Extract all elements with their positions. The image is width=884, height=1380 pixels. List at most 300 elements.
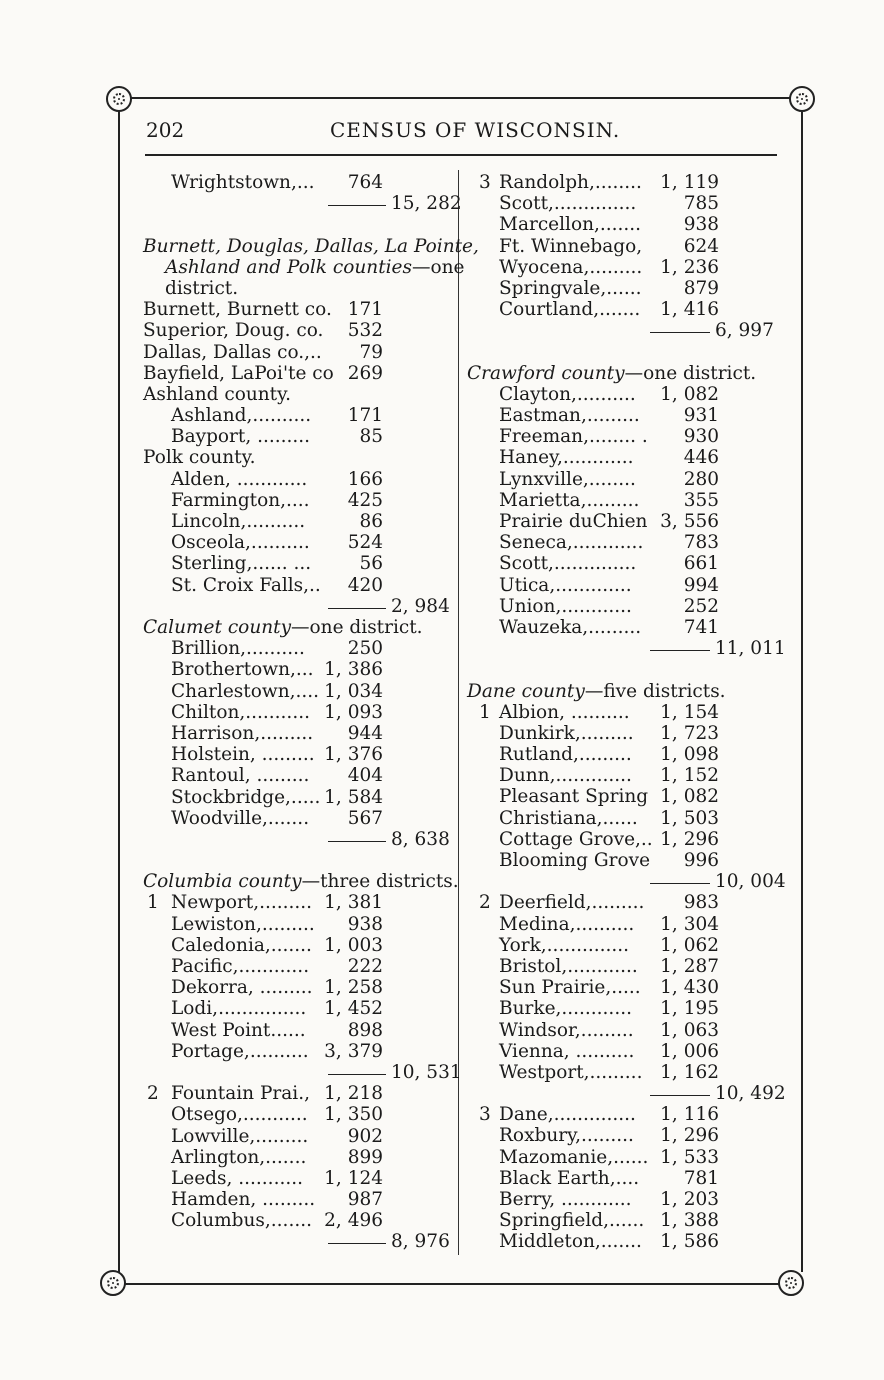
subtotal-row: [467, 1083, 786, 1105]
table-row: [467, 1104, 779, 1125]
town-name: Eastman,.........: [499, 405, 640, 427]
table-row: [143, 956, 453, 977]
subtotal-row: [143, 596, 453, 617]
population-value: 1, 003: [324, 934, 383, 956]
town-name: Haney,............: [499, 447, 634, 469]
border-bottom-rule: [110, 1283, 794, 1285]
border-top-rule: [118, 97, 804, 99]
table-row: [143, 511, 453, 532]
population-value: 1, 154: [660, 701, 719, 723]
heading-text: —three districts.: [301, 871, 459, 893]
table-row: [467, 193, 779, 214]
population-value: 624: [683, 235, 719, 257]
population-value: 567: [347, 807, 383, 829]
subtotal-rule: [328, 1074, 386, 1075]
table-row: [143, 172, 453, 193]
table-row: [143, 702, 453, 723]
town-name: Springfield,......: [499, 1210, 645, 1232]
county-name: Crawford county: [467, 362, 625, 384]
town-name: Marietta,.........: [499, 489, 640, 511]
subtotal-rule: [650, 883, 710, 884]
running-head: CENSUS OF WISCONSIN.: [330, 118, 621, 142]
population-value: 446: [683, 447, 719, 469]
population-value: 171: [347, 405, 383, 427]
population-value: 987: [347, 1189, 383, 1211]
table-row: [467, 786, 779, 807]
population-value: 425: [347, 489, 383, 511]
town-name: Ashland county.: [143, 383, 291, 405]
county-heading: [143, 617, 453, 638]
table-row: [467, 490, 779, 511]
table-row: [143, 447, 453, 468]
town-name: Christiana,......: [499, 807, 638, 829]
subtotal-rule: [650, 650, 710, 651]
subtotal-value: 6, 997: [715, 320, 774, 342]
table-row: [467, 278, 779, 299]
county-name: Dane county: [467, 680, 585, 702]
table-row: [467, 829, 779, 850]
table-row: [467, 405, 779, 426]
county-heading: [467, 363, 779, 384]
table-row: [467, 723, 779, 744]
town-name: Utica,.............: [499, 574, 632, 596]
table-row: [143, 405, 453, 426]
table-row: [143, 744, 453, 765]
blank-line: [467, 342, 779, 363]
town-name: Middleton,.......: [499, 1231, 642, 1253]
subtotal-row: [143, 1061, 462, 1083]
town-name: Dunkirk,.........: [499, 722, 634, 744]
town-name: Otsego,...........: [171, 1104, 308, 1126]
population-value: 1, 203: [660, 1189, 719, 1211]
table-row: [467, 808, 779, 829]
population-value: 879: [683, 277, 719, 299]
table-row: [143, 469, 453, 490]
table-row: [467, 935, 779, 956]
border-right-rule: [801, 112, 803, 1272]
town-name: Burke,............: [499, 998, 632, 1020]
table-row: [467, 1020, 779, 1041]
town-name: Dekorra, .........: [171, 977, 313, 999]
population-value: 899: [347, 1146, 383, 1168]
population-value: 1, 098: [660, 744, 719, 766]
blank-line: [467, 659, 779, 680]
town-name: Newport,.........: [171, 892, 313, 914]
town-name: Harrison,.........: [171, 722, 314, 744]
corner-ornament-icon: [106, 86, 132, 112]
subtotal-rule: [328, 841, 386, 842]
population-value: 166: [347, 468, 383, 490]
town-name: Columbus,.......: [171, 1210, 312, 1232]
town-name: Courtland,.......: [499, 299, 641, 321]
blank-line: [143, 850, 453, 871]
population-value: 171: [347, 299, 383, 321]
town-name: Bayport, .........: [171, 426, 311, 448]
left-column: [143, 172, 479, 1253]
population-value: 1, 584: [324, 786, 383, 808]
town-name: Alden, ............: [171, 468, 308, 490]
population-value: 420: [347, 574, 383, 596]
town-name: Vienna, ..........: [499, 1040, 635, 1062]
population-value: 1, 287: [660, 955, 719, 977]
table-row: [467, 172, 779, 193]
table-row: [467, 892, 779, 913]
town-name: Berry, ............: [499, 1189, 632, 1211]
table-row: [143, 575, 453, 596]
town-name: Mazomanie,......: [499, 1146, 649, 1168]
town-name: Arlington,.......: [171, 1146, 307, 1168]
table-row: [467, 1231, 779, 1252]
table-row: [143, 935, 453, 956]
town-name: Roxbury,.........: [499, 1125, 634, 1147]
subtotal-row: [467, 320, 779, 341]
population-value: 269: [347, 362, 383, 384]
population-value: 1, 430: [660, 977, 719, 999]
county-name: Burnett, Douglas, Dallas, La Pointe,: [143, 235, 479, 257]
table-row: [467, 1210, 779, 1231]
county-name: Calumet county: [143, 616, 292, 638]
town-name: Prairie duChien: [499, 511, 648, 533]
county-heading: [143, 278, 453, 299]
table-row: [143, 723, 453, 744]
subtotal-row: [143, 1231, 453, 1252]
population-value: 661: [683, 553, 719, 575]
town-name: Blooming Grove: [499, 850, 651, 872]
table-row: [467, 532, 779, 553]
blank-line: [143, 214, 453, 235]
table-row: [143, 1083, 453, 1104]
town-name: Chilton,...........: [171, 701, 310, 723]
subtotal-value: 10, 492: [715, 1083, 786, 1105]
town-name: Pleasant Spring: [499, 786, 649, 808]
table-row: [143, 490, 453, 511]
table-row: [143, 1041, 453, 1062]
subtotal-value: 10, 004: [715, 871, 786, 893]
table-row: [143, 638, 453, 659]
population-value: 404: [347, 765, 383, 787]
population-value: 56: [359, 553, 383, 575]
table-row: [467, 1062, 779, 1083]
town-name: Wauzeka,.........: [499, 616, 642, 638]
town-name: Wrightstown,...: [171, 172, 315, 193]
population-value: 1, 162: [660, 1061, 719, 1083]
table-row: [467, 214, 779, 235]
county-name: Ashland and Polk counties: [165, 256, 412, 278]
subtotal-value: 11, 011: [715, 638, 786, 660]
population-value: 996: [683, 850, 719, 872]
town-name: Lewiston,.........: [171, 913, 315, 935]
town-name: Wyocena,.........: [499, 256, 643, 278]
population-value: 1, 296: [660, 1125, 719, 1147]
population-value: 1, 533: [660, 1146, 719, 1168]
table-row: [467, 469, 779, 490]
town-name: Westport,.........: [499, 1061, 643, 1083]
town-name: Lodi,...............: [171, 998, 307, 1020]
subtotal-value: 15, 282: [391, 193, 462, 215]
population-value: 931: [683, 405, 719, 427]
population-value: 85: [359, 426, 383, 448]
population-value: 1, 388: [660, 1210, 719, 1232]
table-row: [143, 320, 453, 341]
heading-text: district.: [165, 277, 239, 299]
district-number: 1: [147, 892, 159, 914]
table-row: [143, 1147, 453, 1168]
town-name: Clayton,..........: [499, 383, 636, 405]
table-row: [467, 596, 779, 617]
population-value: 1, 386: [324, 659, 383, 681]
table-row: [143, 808, 453, 829]
table-row: [143, 1104, 453, 1125]
town-name: Sun Prairie,.....: [499, 977, 641, 999]
population-value: 1, 218: [324, 1083, 383, 1105]
town-name: Deerfield,.........: [499, 892, 645, 914]
population-value: 1, 586: [660, 1231, 719, 1253]
town-name: Medina,..........: [499, 913, 635, 935]
population-value: 944: [347, 722, 383, 744]
population-value: 1, 124: [324, 1167, 383, 1189]
town-name: Ft. Winnebago,: [499, 235, 643, 257]
subtotal-row: [143, 829, 453, 850]
table-row: [143, 998, 453, 1019]
heading-text: —one district.: [624, 362, 757, 384]
population-value: 1, 416: [660, 299, 719, 321]
population-value: 902: [347, 1125, 383, 1147]
population-value: 764: [347, 172, 383, 193]
town-name: Springvale,......: [499, 277, 642, 299]
town-name: St. Croix Falls,..: [171, 574, 321, 596]
column-divider: [458, 170, 459, 1255]
population-value: 781: [683, 1167, 719, 1189]
population-value: 86: [359, 511, 383, 533]
population-value: 1, 376: [324, 744, 383, 766]
population-value: 252: [683, 595, 719, 617]
table-row: [467, 765, 779, 786]
table-row: [143, 659, 453, 680]
population-value: 1, 152: [660, 765, 719, 787]
subtotal-row: [143, 193, 462, 215]
population-value: 938: [347, 913, 383, 935]
subtotal-value: 8, 638: [391, 828, 450, 850]
header-rule: [145, 154, 777, 156]
table-row: [143, 1189, 453, 1210]
town-name: Superior, Doug. co.: [143, 320, 324, 342]
table-row: [467, 1189, 779, 1210]
corner-ornament-icon: [778, 1270, 804, 1296]
town-name: Randolph,........: [499, 172, 642, 193]
population-value: 1, 350: [324, 1104, 383, 1126]
subtotal-rule: [650, 332, 710, 333]
table-row: [467, 299, 779, 320]
table-row: [467, 575, 779, 596]
population-value: 532: [347, 320, 383, 342]
subtotal-value: 10, 531: [391, 1061, 462, 1083]
town-name: Dallas, Dallas co.,..: [143, 341, 322, 363]
table-row: [467, 236, 779, 257]
table-row: [143, 384, 453, 405]
town-name: Brothertown,...: [171, 659, 314, 681]
town-name: West Point......: [171, 1019, 306, 1041]
district-number: 2: [147, 1083, 159, 1105]
population-value: 1, 258: [324, 977, 383, 999]
table-row: [143, 1168, 453, 1189]
population-value: 355: [683, 489, 719, 511]
population-value: 785: [683, 193, 719, 215]
county-heading: [143, 871, 459, 893]
population-value: 524: [347, 532, 383, 554]
border-left-rule: [118, 110, 120, 1274]
town-name: Seneca,............: [499, 532, 644, 554]
town-name: Osceola,..........: [171, 532, 310, 554]
county-heading: [143, 235, 479, 257]
town-name: Dunn,.............: [499, 765, 632, 787]
population-value: 1, 304: [660, 913, 719, 935]
town-name: Pacific,............: [171, 956, 310, 978]
town-name: Lynxville,........: [499, 468, 636, 490]
table-row: [143, 977, 453, 998]
town-name: Woodville,.......: [171, 807, 310, 829]
town-name: Stockbridge,.....: [171, 786, 321, 808]
table-row: [467, 702, 779, 723]
town-name: Albion, ..........: [499, 701, 630, 723]
subtotal-row: [467, 638, 786, 660]
town-name: Ashland,..........: [171, 405, 312, 427]
subtotal-rule: [328, 205, 386, 206]
table-row: [143, 787, 453, 808]
town-name: Holstein, .........: [171, 744, 315, 766]
table-row: [143, 363, 453, 384]
table-row: [143, 892, 453, 913]
population-value: 1, 195: [660, 998, 719, 1020]
table-row: [143, 1126, 453, 1147]
table-row: [467, 553, 779, 574]
district-number: 3: [479, 172, 491, 193]
town-name: Brillion,..........: [171, 638, 305, 660]
population-value: 1, 034: [324, 680, 383, 702]
population-value: 1, 381: [324, 892, 383, 914]
subtotal-rule: [328, 608, 386, 609]
table-row: [467, 447, 779, 468]
town-name: Portage,..........: [171, 1040, 309, 1062]
town-name: Scott,..............: [499, 193, 637, 215]
table-row: [467, 1125, 779, 1146]
table-row: [143, 681, 453, 702]
subtotal-value: 8, 976: [391, 1231, 450, 1253]
corner-ornament-icon: [100, 1270, 126, 1296]
population-value: 222: [347, 956, 383, 978]
district-number: 1: [479, 701, 491, 723]
table-row: [143, 765, 453, 786]
table-row: [143, 1020, 453, 1041]
district-number: 2: [479, 892, 491, 914]
table-row: [467, 744, 779, 765]
table-row: [467, 511, 779, 532]
county-name: Columbia county: [143, 871, 302, 893]
table-row: [467, 426, 779, 447]
county-heading: [143, 256, 465, 278]
heading-text: —one: [412, 256, 465, 278]
population-value: 1, 503: [660, 807, 719, 829]
population-value: 1, 006: [660, 1040, 719, 1062]
town-name: York,..............: [499, 934, 630, 956]
table-row: [143, 299, 453, 320]
population-value: 1, 093: [324, 701, 383, 723]
town-name: Lowville,.........: [171, 1125, 309, 1147]
table-row: [467, 1041, 779, 1062]
town-name: Farmington,....: [171, 489, 310, 511]
subtotal-rule: [328, 1243, 386, 1244]
population-value: 741: [683, 616, 719, 638]
table-row: [467, 850, 779, 871]
table-row: [467, 914, 779, 935]
subtotal-value: 2, 984: [391, 595, 450, 617]
subtotal-rule: [650, 1095, 710, 1096]
corner-ornament-icon: [789, 86, 815, 112]
town-name: Leeds, ...........: [171, 1167, 303, 1189]
table-row: [467, 956, 779, 977]
table-row: [467, 1147, 779, 1168]
town-name: Bayfield, LaPoi'te co: [143, 362, 334, 384]
population-value: 1, 082: [660, 786, 719, 808]
table-row: [143, 1210, 453, 1231]
population-value: 79: [359, 341, 383, 363]
population-value: 280: [683, 468, 719, 490]
right-column: [467, 172, 786, 1253]
population-value: 983: [683, 892, 719, 914]
town-name: Freeman,........ .: [499, 426, 648, 448]
population-value: 1, 082: [660, 383, 719, 405]
table-row: [143, 553, 453, 574]
town-name: Bristol,............: [499, 955, 638, 977]
population-value: 1, 116: [660, 1104, 719, 1126]
population-value: 1, 452: [324, 998, 383, 1020]
town-name: Windsor,.........: [499, 1019, 634, 1041]
population-value: 2, 496: [324, 1210, 383, 1232]
town-name: Hamden, .........: [171, 1189, 316, 1211]
town-name: Rantoul, .........: [171, 765, 310, 787]
table-row: [467, 1168, 779, 1189]
population-value: 938: [683, 214, 719, 236]
town-name: Scott,..............: [499, 553, 637, 575]
town-name: Fountain Prai.,: [171, 1083, 310, 1105]
district-number: 3: [479, 1104, 491, 1126]
table-row: [467, 257, 779, 278]
town-name: Black Earth,....: [499, 1167, 640, 1189]
population-value: 1, 723: [660, 722, 719, 744]
town-name: Cottage Grove,..: [499, 828, 653, 850]
page-number: 202: [146, 118, 185, 142]
population-value: 1, 236: [660, 256, 719, 278]
subtotal-row: [467, 871, 786, 893]
table-row: [143, 532, 453, 553]
heading-text: —one district.: [291, 616, 423, 638]
town-name: Dane,..............: [499, 1104, 636, 1126]
town-name: Polk county.: [143, 447, 256, 469]
table-row: [143, 342, 453, 363]
population-value: 3, 556: [660, 511, 719, 533]
population-value: 783: [683, 532, 719, 554]
population-value: 930: [683, 426, 719, 448]
population-value: 3, 379: [324, 1040, 383, 1062]
population-value: 898: [347, 1019, 383, 1041]
town-name: Sterling,...... ...: [171, 553, 312, 575]
table-row: [467, 617, 779, 638]
table-row: [467, 977, 779, 998]
town-name: Lincoln,..........: [171, 511, 306, 533]
population-value: 1, 063: [660, 1019, 719, 1041]
population-value: 1, 062: [660, 934, 719, 956]
population-value: 250: [347, 638, 383, 660]
town-name: Charlestown,....: [171, 680, 320, 702]
